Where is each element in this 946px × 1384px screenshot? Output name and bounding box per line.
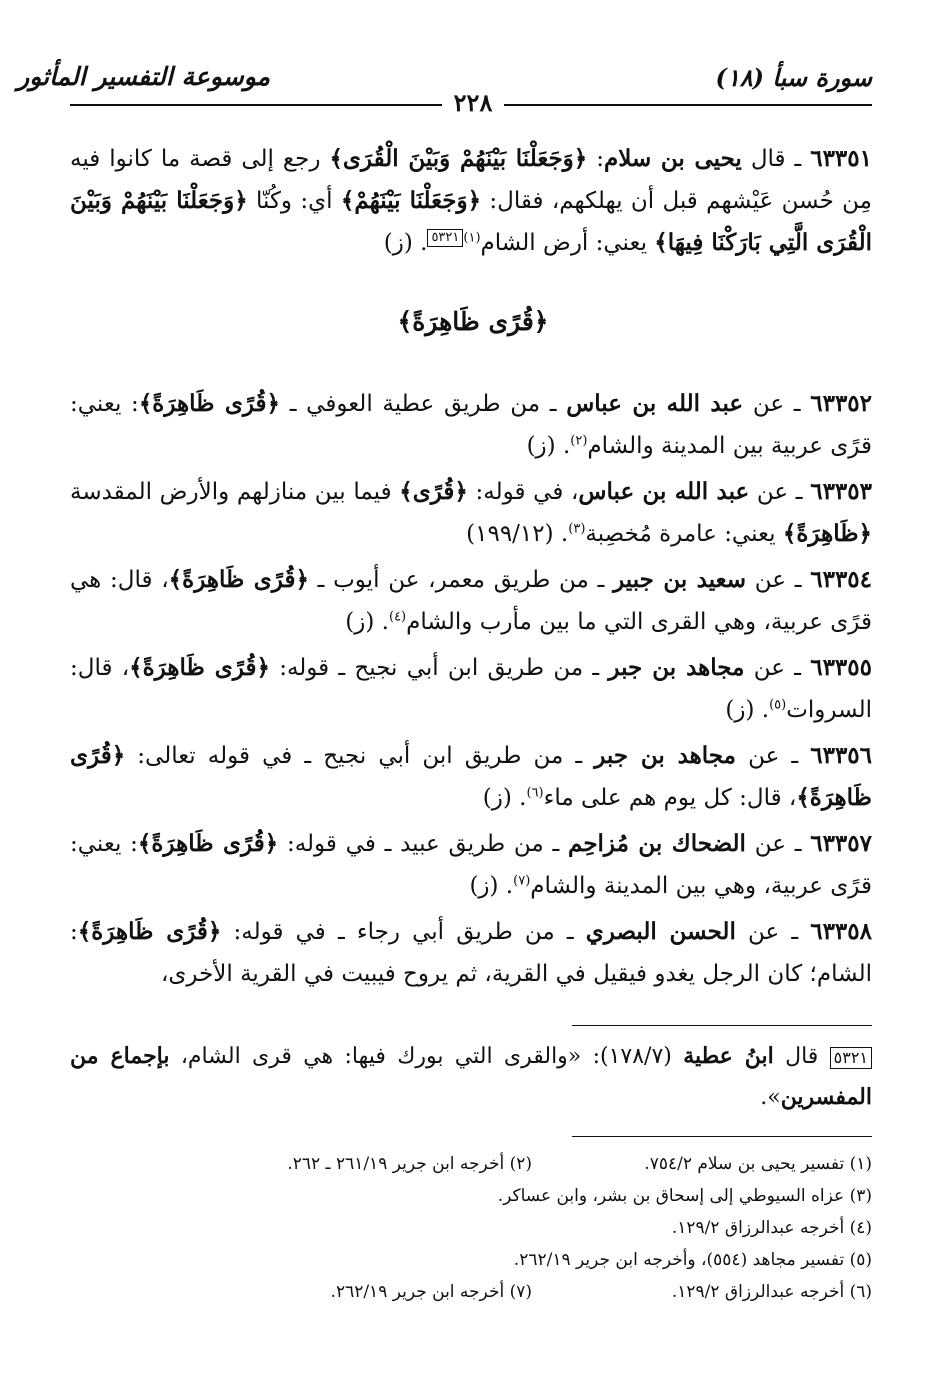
entry-text: ـ عن [735,919,811,945]
entry-number: ٦٣٣٥٥ [810,654,872,681]
surah-header: سورة سبأ (١٨) [715,63,872,92]
narrator-name: عبد الله بن عباس [566,390,744,417]
entry-text: رجع إلى قصة ما كانوا فيه مِن حُسن عَيْشهم قبل أن يهلكهم، فقال: [70,146,872,214]
entry-tail: . (ز) [482,785,527,811]
entry-text: ، في قوله: [467,479,579,505]
entry-text: ـ من طريق أبي رجاء ـ في قوله: [221,919,586,945]
narrator-name: الضحاك بن مُزاحِم [568,830,746,857]
footnote-marker: (٧) [513,873,531,889]
entry-text: : يعني: قرًى عربية بين المدينة والشام [70,391,872,459]
entry-text: ـ من طريق ابن أبي نجيح ـ في قوله تعالى: [125,743,595,769]
cross-reference-box: ٥٣٢١ [427,229,463,247]
entry-text: ، قال: السروات [70,655,872,723]
entry-paragraph [70,138,872,264]
quran-quote: ﴿قُرًى ظَاهِرَةً﴾ [70,742,872,811]
footnote-row [70,1148,872,1180]
entry-number: ٦٣٣٥٤ [810,566,873,593]
entries-list [70,383,872,999]
section-heading: ﴿قُرًى ظَاهِرَةً﴾ [397,307,549,336]
entry-paragraph [70,735,872,819]
entry-text: فيما بين منازلهم والأرض المقدسة [70,479,400,505]
footnotes [70,1148,872,1308]
quran-quote: ﴿وَجَعَلْنَا بَيْنَهُمْ وَبَيْنَ الْقُرَى﴾ [329,145,588,172]
entry-text: : [587,146,604,172]
quran-quote: ﴿قُرًى ظَاهِرَةً﴾ [77,918,222,945]
entry-paragraph [70,383,872,467]
footnote-row [70,1276,872,1308]
footnote: (٧) أخرجه ابن جرير ٢٦٢/١٩. [330,1282,532,1302]
entry-text: ـ عن [743,391,811,417]
entry-text: : الشام؛ كان الرجل يغدو فيقيل في القرية، ثم يروح فيبيت في القرية الأخرى، [70,919,872,987]
entry-text: ـ من طريق عطية العوفي ـ [280,391,567,417]
commentary-text: قال [773,1044,830,1069]
narrator-name: مجاهد بن جبر [608,654,745,681]
entry-text: يعني: عامرة مُخصِبة [585,521,783,547]
entry-block-top [70,138,872,268]
entry-text: ـ عن [735,743,811,769]
entry-text: ـ من طريق معمر، عن أيوب ـ [308,567,614,593]
entry-text: ـ عن [749,479,811,505]
entry-text: يعني: أرض الشام [480,230,655,256]
entry-text: ـ قال [741,146,811,172]
entry-number: ٦٣٣٥٣ [810,478,872,505]
entry-tail: . (ز) [469,873,514,899]
entry-paragraph [70,559,872,643]
narrator-name: يحيى بن سلام [604,145,742,172]
cross-reference-box: ٥٣٢١ [830,1047,872,1069]
narrator-name: سعيد بن جبير [613,566,747,593]
entry-text: ـ عن [745,831,811,857]
entry-number: ٦٣٣٥١ [810,145,872,172]
entry-text: : يعني: قرًى عربية، وهي بين المدينة والشام [70,831,872,899]
footnote: (١) تفسير يحيى بن سلام ٧٥٤/٢. [644,1154,872,1174]
entry-text: ، قال: هي قرًى عربية، وهي القرى التي ما بين مأرب والشام [70,567,872,635]
quran-quote: ﴿وَجَعَلْنَا بَيْنَهُمْ﴾ [340,187,482,214]
entry-paragraph [70,911,872,995]
quran-quote: ﴿ظَاهِرَةً﴾ [782,520,872,547]
quran-quote: ﴿قُرًى ظَاهِرَةً﴾ [138,390,281,417]
footnote-row [70,1212,872,1244]
footnote-marker: (١) [463,230,481,246]
commentary-text: ». [760,1085,781,1110]
footnote: (٥) تفسير مجاهد (٥٥٤)، وأخرجه ابن جرير ٢٦٢/١٩. [513,1250,872,1270]
entry-tail: . (ز) [345,609,389,635]
page-number-wrap [0,88,946,117]
quran-quote: ﴿قُرًى ظَاهِرَةً﴾ [137,830,279,857]
narrator-name: عبد الله بن عباس [578,478,750,505]
quran-quote: ﴿قُرًى ظَاهِرَةً﴾ [129,654,270,681]
entry-number: ٦٣٣٥٢ [810,390,873,417]
entry-text: ـ عن [744,655,811,681]
entry-tail: . (ز) [725,697,770,723]
entry-number: ٦٣٣٥٨ [810,918,872,945]
entry-number: ٦٣٣٥٦ [810,742,873,769]
footnote-row [70,1180,872,1212]
narrator-name: الحسن البصري [585,918,736,945]
commentary-emphasis: بإجماع من المفسرين [70,1043,872,1110]
footnote: (٤) أخرجه عبدالرزاق ١٢٩/٢. [671,1218,872,1238]
footnote: (٣) عزاه السيوطي إلى إسحاق بن بشر، وابن عساكر. [497,1186,872,1206]
footnote: (٢) أخرجه ابن جرير ٢٦١/١٩ ـ ٢٦٢. [287,1154,532,1174]
entry-tail: . (١٩٩/١٢) [466,521,569,547]
entry-tail: . (ز) [383,230,428,256]
commentary-text: (١٧٨/٧): «والقرى التي بورك فيها: هي قرى الشام، [169,1044,684,1069]
entry-paragraph [70,647,872,731]
commentary-note [70,1036,872,1118]
footnote-marker: (٥) [769,697,787,713]
book-title-header: موسوعة التفسير المأثور [17,62,270,91]
narrator-name: مجاهد بن جبر [594,742,736,769]
commentary-rule [572,1025,872,1026]
entry-paragraph [70,823,872,907]
entry-text: ـ من طريق ابن أبي نجيح ـ قوله: [269,655,609,681]
footnotes-rule [572,1136,872,1137]
entry-tail: . (ز) [526,433,571,459]
footnote-marker: (٣) [568,521,586,537]
entry-text: ، قال: كل يوم هم على ماء [543,785,797,811]
entry-number: ٦٣٣٥٧ [810,830,872,857]
page-number: ٢٢٨ [442,88,505,117]
commentator-name: ابنُ عطية [683,1043,774,1069]
quran-quote: ﴿قُرًى﴾ [399,478,468,505]
footnote: (٦) أخرجه عبدالرزاق ١٢٩/٢. [671,1282,872,1302]
entry-text: ـ عن [746,567,811,593]
footnote-marker: (٢) [570,433,588,449]
quran-quote: ﴿قُرًى ظَاهِرَةً﴾ [168,566,309,593]
quran-quote: ﴿وَجَعَلْنَا بَيْنَهُمْ وَبَيْنَ الْقُرَى الَّتِي بَارَكْنَا فِيهَا﴾ [70,187,872,256]
footnote-row [70,1244,872,1276]
entry-text: أي: وكُنّا [247,188,341,214]
footnote-marker: (٦) [526,785,544,801]
entry-paragraph [70,471,872,555]
entry-text: ـ من طريق عبيد ـ في قوله: [278,831,569,857]
footnote-marker: (٤) [388,609,407,625]
